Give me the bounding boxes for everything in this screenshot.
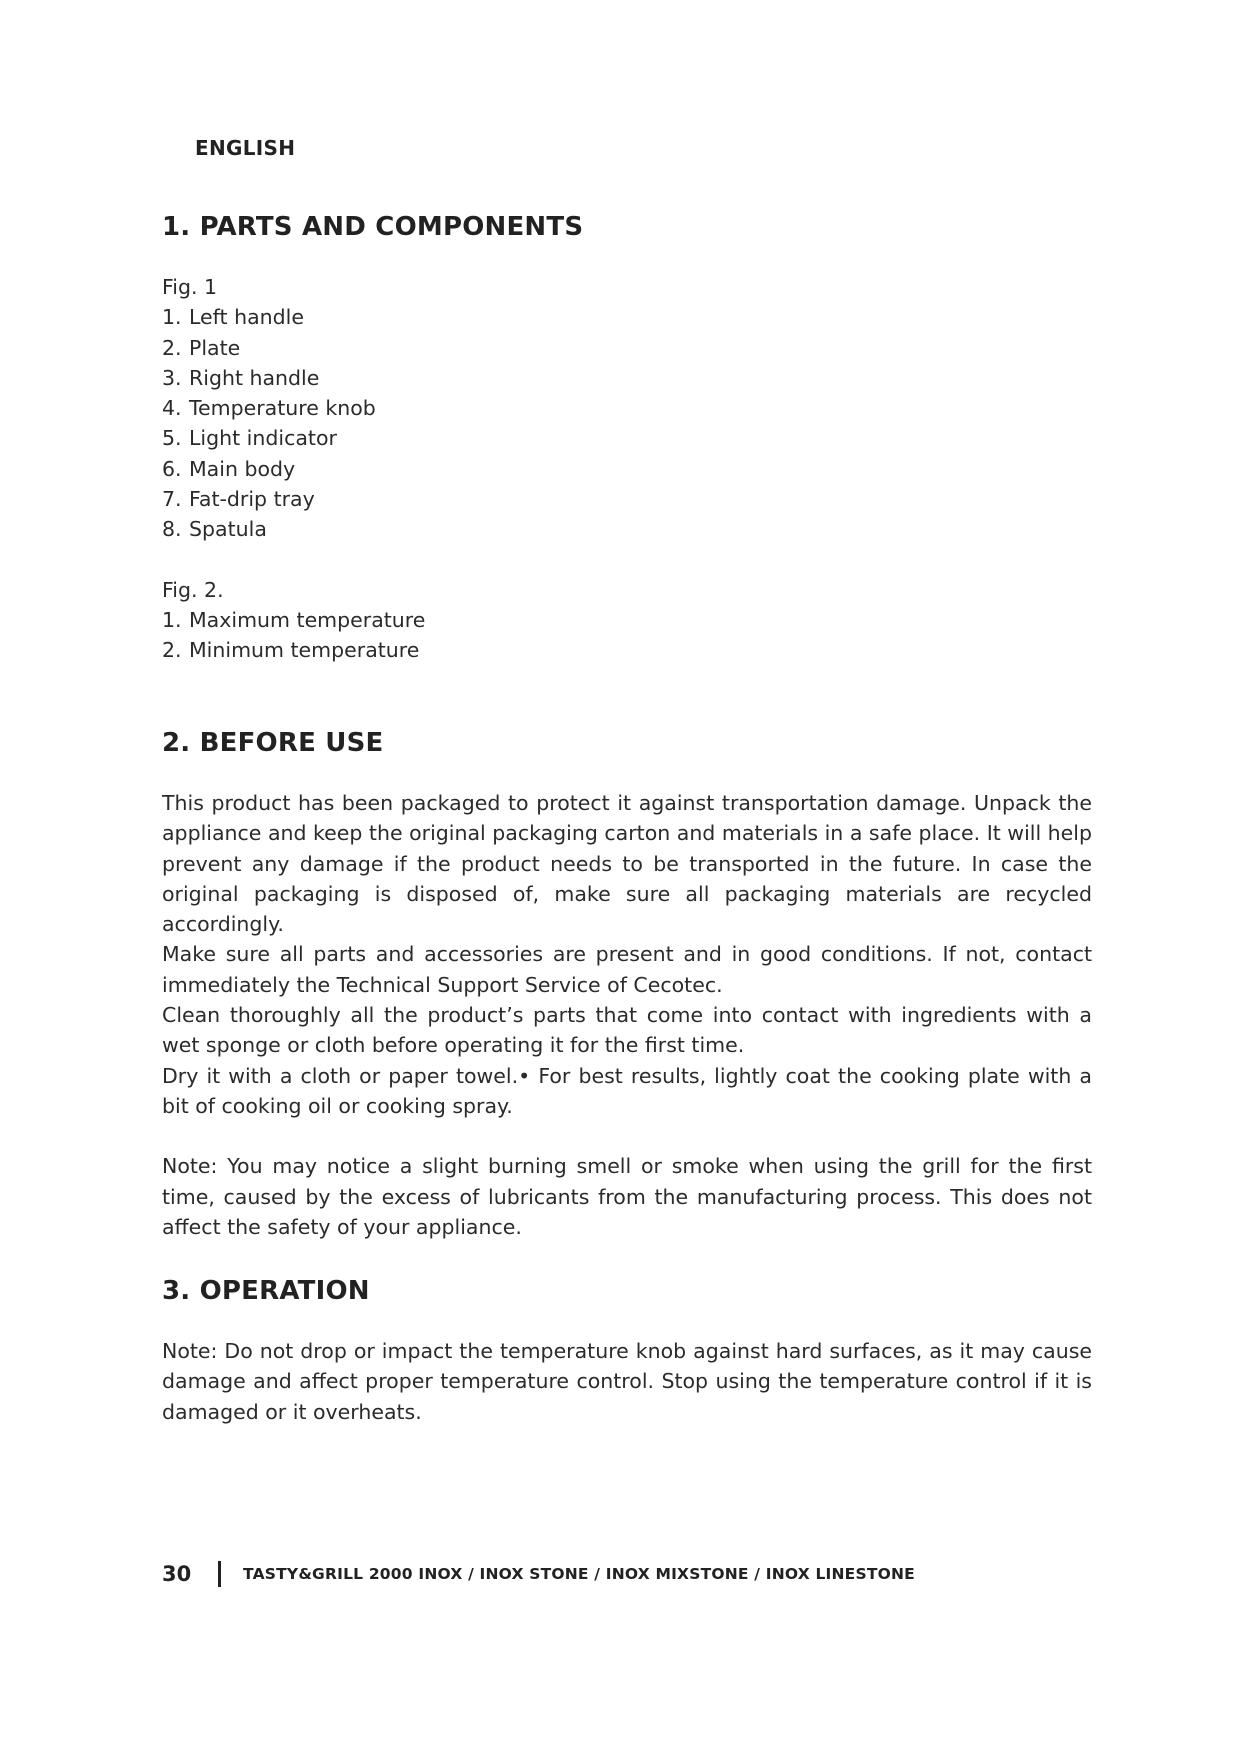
language-label: ENGLISH bbox=[195, 136, 296, 160]
section-operation bbox=[162, 1276, 1092, 1427]
part-label: Plate bbox=[189, 335, 241, 360]
section-parts bbox=[162, 212, 1092, 666]
part-number: 1. bbox=[162, 607, 182, 632]
part-label: Left handle bbox=[189, 305, 304, 330]
part-number: 6. bbox=[162, 456, 182, 481]
part-list-item bbox=[162, 333, 1092, 363]
part-list-item bbox=[162, 454, 1092, 484]
section-before-use bbox=[162, 728, 1092, 1242]
fig1-label: Fig. 1 bbox=[162, 275, 218, 299]
before-use-text bbox=[162, 788, 1092, 1242]
footer-divider bbox=[218, 1561, 221, 1587]
fig1-parts-list bbox=[162, 302, 1092, 544]
part-list-item bbox=[162, 484, 1092, 514]
part-list-item bbox=[162, 423, 1092, 453]
paragraph: Dry it with a cloth or paper towel.• For best results, lightly coat the cooking plate with a bit of cooking oil or cooking spray. bbox=[162, 1063, 1092, 1118]
part-label: Main body bbox=[189, 456, 296, 481]
part-label: Light indicator bbox=[189, 426, 337, 451]
part-label: Right handle bbox=[189, 365, 320, 390]
part-label: Fat-drip tray bbox=[189, 487, 315, 512]
part-list-item bbox=[162, 363, 1092, 393]
part-label: Spatula bbox=[189, 517, 267, 542]
paragraph: This product has been packaged to protect it against transportation damage. Unpack the appliance and keep the original packaging carton and materials in a safe place. It will help prevent any damage if the product needs to be transported in the future. In case the original packaging is disposed of, make sure all packaging materials are recycled accordingly. bbox=[162, 791, 1092, 937]
page-footer bbox=[162, 1560, 915, 1588]
paragraph: Clean thoroughly all the product’s parts that come into contact with ingredients with a wet sponge or cloth before operating it for the first time. bbox=[162, 1003, 1092, 1058]
part-number: 2. bbox=[162, 335, 182, 360]
part-list-item bbox=[162, 393, 1092, 423]
part-label: Minimum temperature bbox=[189, 638, 420, 663]
part-list-item bbox=[162, 514, 1092, 544]
page-number: 30 bbox=[162, 1562, 192, 1586]
operation-text bbox=[162, 1336, 1092, 1427]
note-paragraph: Note: Do not drop or impact the temperature knob against hard surfaces, as it may cause damage and affect proper temperature control. Stop using the temperature control if it is damaged or it overheats. bbox=[162, 1339, 1092, 1424]
part-number: 8. bbox=[162, 517, 182, 542]
fig2-label: Fig. 2. bbox=[162, 577, 224, 602]
part-label: Temperature knob bbox=[189, 396, 376, 421]
part-list-item bbox=[162, 605, 1092, 635]
part-number: 2. bbox=[162, 638, 182, 663]
part-number: 7. bbox=[162, 487, 182, 512]
part-list-item bbox=[162, 635, 1092, 665]
section-title-parts: 1. PARTS AND COMPONENTS bbox=[162, 212, 584, 242]
note-paragraph: Note: You may notice a slight burning smell or smoke when using the grill for the first time, caused by the excess of lubricants from the manufacturing process. This does not affect the safety of your appliance. bbox=[162, 1154, 1092, 1239]
part-number: 4. bbox=[162, 396, 182, 421]
part-label: Maximum temperature bbox=[189, 607, 426, 632]
section-title-before-use: 2. BEFORE USE bbox=[162, 728, 384, 758]
fig2-block bbox=[162, 575, 1092, 666]
model-name: TASTY&GRILL 2000 INOX / INOX STONE / INOX MIXSTONE / INOX LINESTONE bbox=[243, 1565, 915, 1583]
part-number: 1. bbox=[162, 305, 182, 330]
paragraph: Make sure all parts and accessories are present and in good conditions. If not, contact immediately the Technical Support Service of Cecotec. bbox=[162, 942, 1092, 997]
section-title-operation: 3. OPERATION bbox=[162, 1276, 370, 1306]
part-list-item bbox=[162, 302, 1092, 332]
part-number: 5. bbox=[162, 426, 182, 451]
fig2-parts-list bbox=[162, 605, 1092, 666]
fig1-block bbox=[162, 272, 1092, 545]
part-number: 3. bbox=[162, 365, 182, 390]
